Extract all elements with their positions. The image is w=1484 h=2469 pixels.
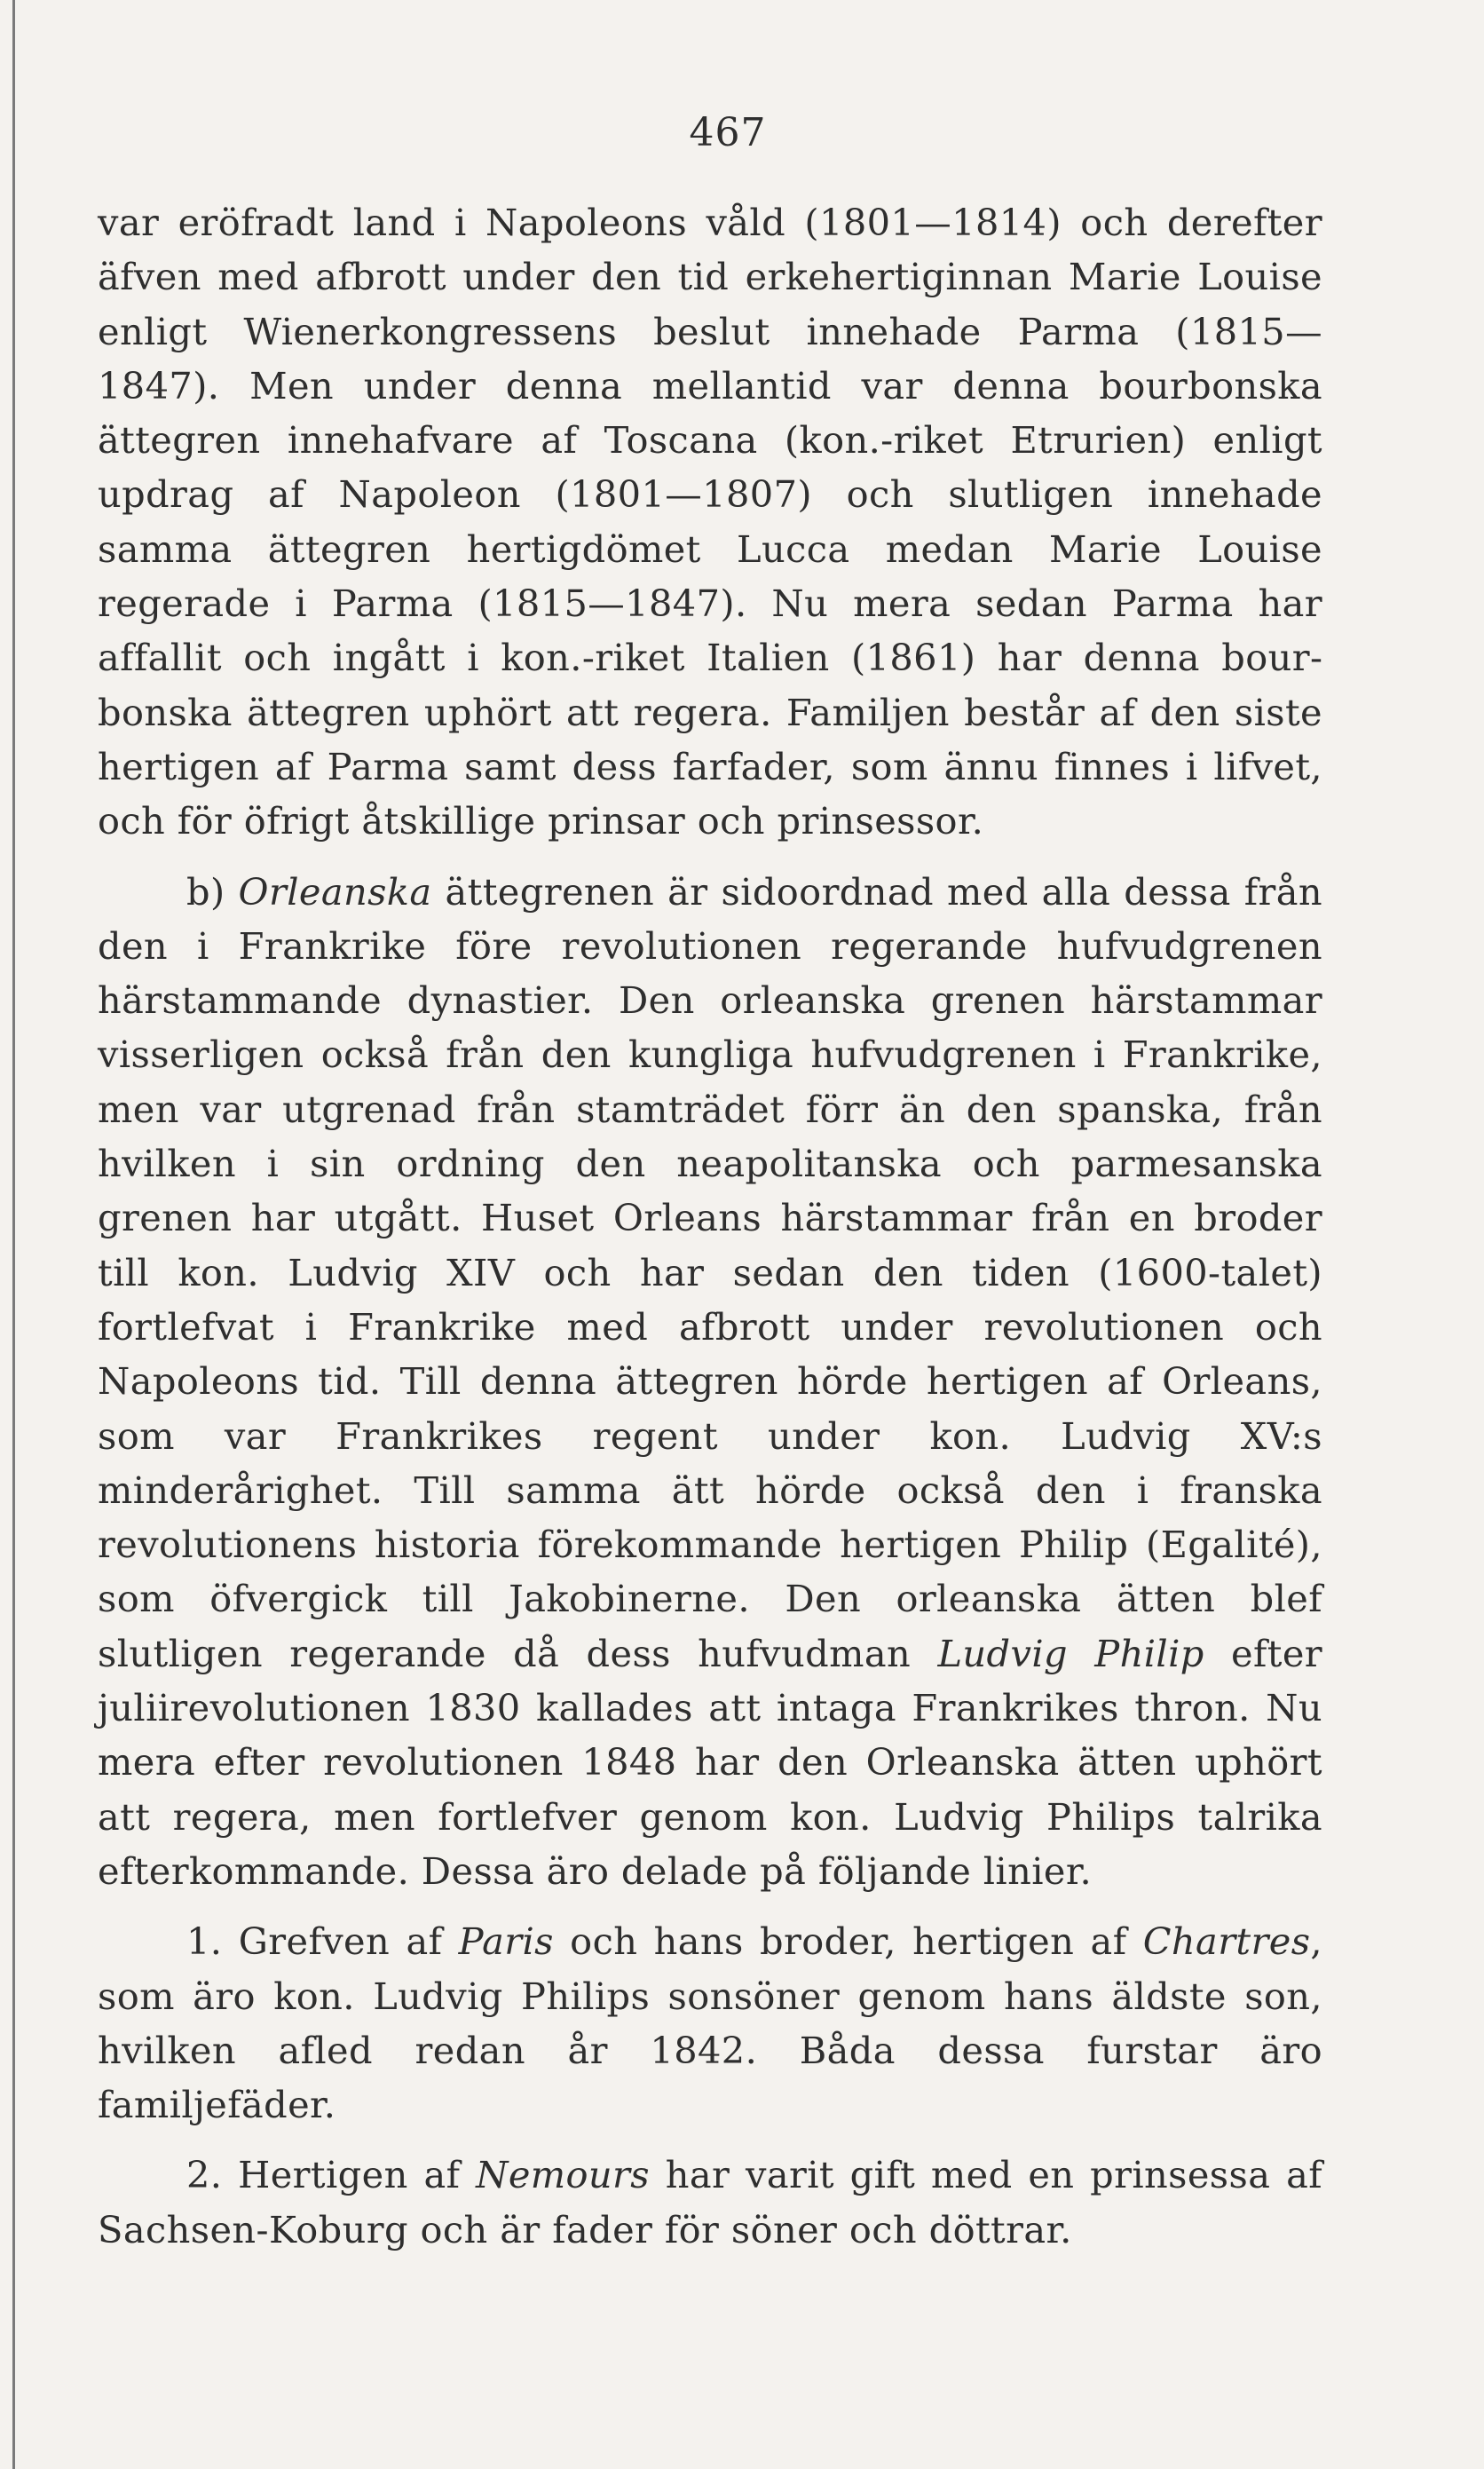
paragraph-orleans-text: ättegrenen är sidoordnad med alla dessa från den i Frankrike före revolutionen regerande hufvudgrenen härstammande dynastier. Den orleanska grenen härstammar visserligen också från den kungliga hufvudgrenen i Frankrike, men var utgrenad från stamträdet förr än den spanska, från hvilken i sin ordning den neapolitanska och parmesanska grenen har utgått. Huset Orleans härstammar från en broder till kon. Ludvig XIV och har sedan den tiden (1600-talet) fortlefvat i Frankrike med afbrott under revolutionen och Napoleons tid. Till denna ättegren hörde hertigen af Orleans, som var Frankrikes regent under kon. Ludvig XV:s minderårighet. Till samma ätt hörde också den i franska revolutionens historia förekommande hertigen Philip (Egalité), som öfvergick till Jakobinerne. Den orleanska ätten blef slutligen regerande då dess hufvudman: [98, 869, 1322, 1675]
term-orleanska: Orleanska: [238, 869, 432, 914]
paragraph-orleans: [98, 865, 1322, 1899]
paragraph-parma-bourbon: var eröfradt land i Napoleons våld (1801—1814) och derefter äfven med afbrott under den tid erkehertiginnan Marie Louise enligt Wienerkongressens beslut innehade Parma (1815—1847). Men under denna mellantid var denna bourbonska ättegren innehafvare af Toscana (kon.-riket Etrurien) enligt updrag af Napoleon (1801—1807) och slutligen innehade samma ättegren hertigdömet Lucca medan Marie Louise regerade i Parma (1815—1847). Nu mera sedan Parma har affallit och ingått i kon.-riket Italien (1861) har denna bourbonska ättegren uphört att regera. Familjen består af den siste hertigen af Parma samt dess farfader, som ännu finnes i lifvet, och för öfrigt åtskillige prinsar och prinsessor.: [98, 201, 1322, 843]
list-item-1-prefix: 1. Grefven af: [186, 1919, 459, 1964]
book-page: [98, 107, 1322, 2257]
list-item-2: [98, 2148, 1322, 2257]
name-ludvig-philip: Ludvig Philip: [937, 1631, 1204, 1675]
page-edge-line: [12, 0, 15, 2469]
name-paris: Paris: [458, 1919, 554, 1964]
paragraph-orleans-prefix: b): [186, 869, 239, 914]
paragraph-orleans-text-end: efter juliirevolutionen 1830 kallades att intaga Frankrikes thron. Nu mera efter revolutionen 1848 har den Orleanska ätten uphört att regera, men fortlefver genom kon. Ludvig Philips talrika efterkommande. Dessa äro delade på följande linier.: [98, 1631, 1323, 1893]
name-nemours: Nemours: [476, 2153, 650, 2197]
name-chartres: Chartres: [1142, 1919, 1311, 1964]
list-item-1-mid: och hans broder, hertigen af: [553, 1919, 1143, 1964]
list-item-1-text: , som äro kon. Ludvig Philips sonsöner genom hans äldste son, hvilken afled redan år 1842. Båda dessa furstar äro familjefäder.: [98, 1919, 1322, 2127]
list-item-1: [98, 1914, 1322, 2132]
page-number: 467: [689, 110, 767, 155]
list-item-2-prefix: 2. Hertigen af: [186, 2153, 477, 2197]
list-item-2-text: har varit gift med en prinsessa af Sachsen-Koburg och är fader för söner och döttrar.: [98, 2153, 1322, 2251]
